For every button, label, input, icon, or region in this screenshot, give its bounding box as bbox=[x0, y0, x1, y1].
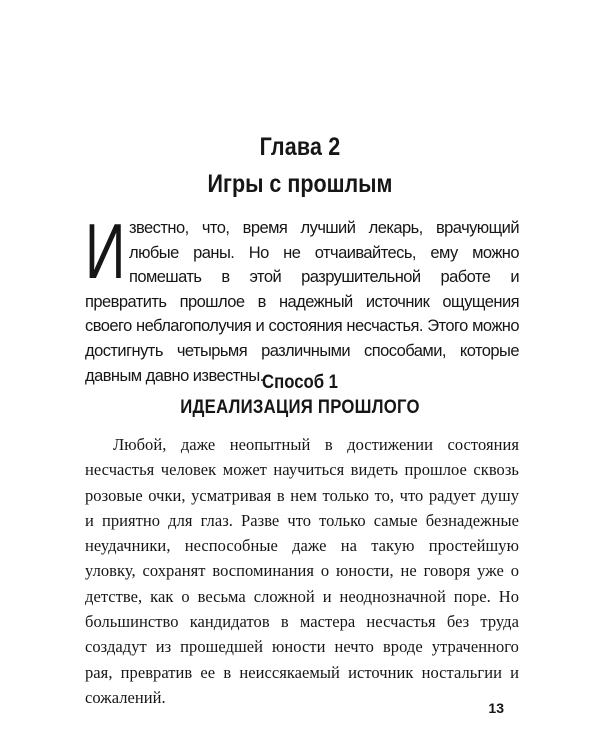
drop-cap: И bbox=[85, 207, 125, 295]
method-title: ИДЕАЛИЗАЦИЯ ПРОШЛОГО bbox=[180, 397, 420, 418]
chapter-number: Глава 2 bbox=[259, 133, 341, 161]
method-number: Способ 1 bbox=[262, 372, 338, 393]
chapter-title: Игры с прошлым bbox=[207, 170, 393, 198]
intro-text: звестно, что, время лучший лекарь, врачующий любые раны. Но не отчаивайтесь, ему можно помешать в этой разрушительной работе и превратить прошлое в надежный источник ощущения своего неблагополучия и состояния несчастья. Этого можно достигнуть четырьмя различными способами, которые давным давно известны. bbox=[85, 219, 519, 385]
page-number: 13 bbox=[488, 700, 504, 716]
intro-paragraph bbox=[85, 207, 519, 388]
method-body-paragraph: Любой, даже неопытный в достижении состояния несчастья человек может научиться видеть прошлое сквозь розовые очки, усматривая в нем только то, что радует душу и приятно для глаз. Разве что только самые безнадежные неудачники, неспособные даже на такую простейшую уловку, сохранят воспоминания о юности, не говоря уже о детстве, как о весьма сложной и неоднозначной поре. Но большинство кандидатов в мастера несчастья без труда создадут из прошедшей юности нечто вроде утраченного рая, превратив ее в неиссякаемый источник ностальгии и сожалений. bbox=[85, 435, 519, 707]
